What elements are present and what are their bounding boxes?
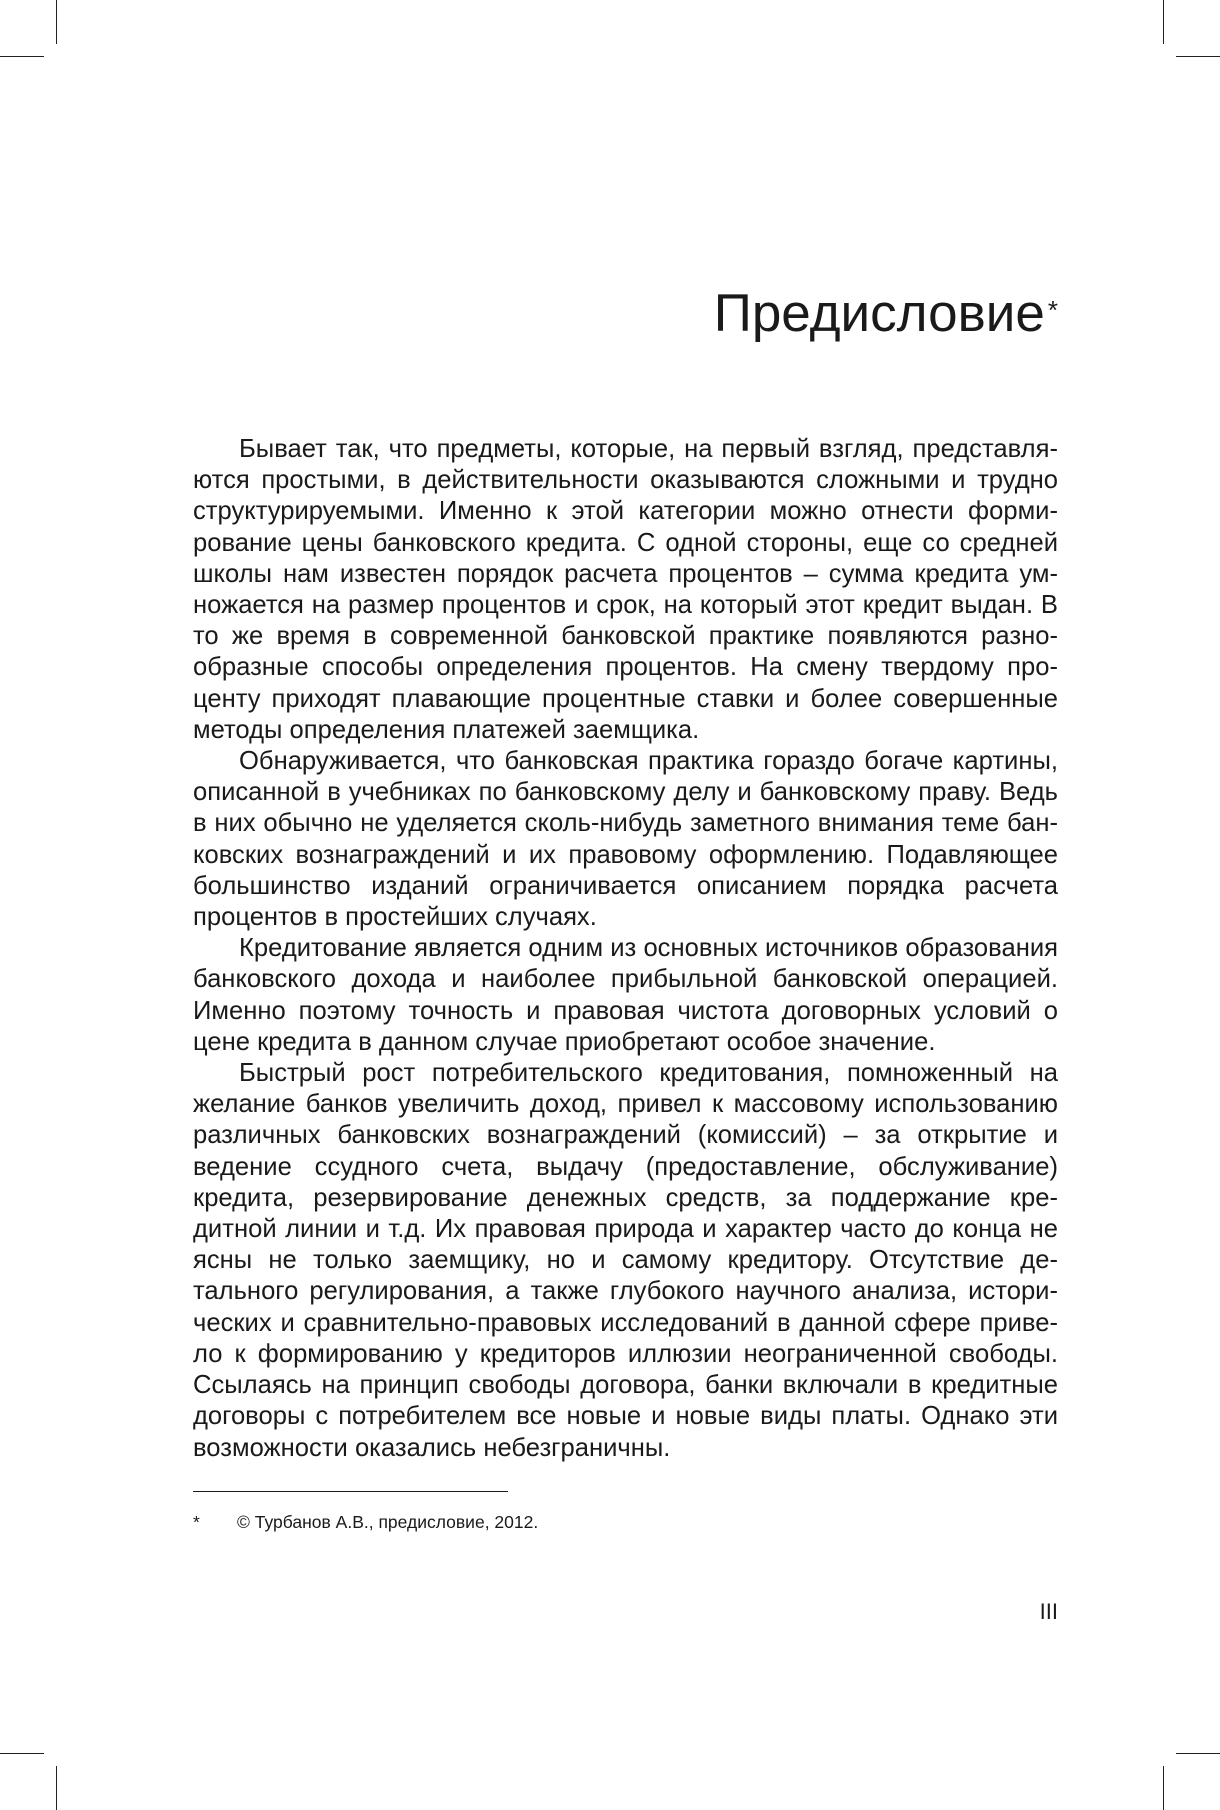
footnote-marker: * bbox=[193, 1512, 200, 1532]
footnote-divider bbox=[193, 1491, 508, 1492]
title-footnote-marker: * bbox=[1047, 295, 1058, 325]
footnote-text: © Турбанов А.В., предисловие, 2012. bbox=[237, 1512, 539, 1532]
crop-mark-top-right-horizontal bbox=[1176, 56, 1220, 57]
crop-mark-top-left-vertical bbox=[56, 0, 57, 44]
paragraph: Быстрый рост потребительского кредитования, помноженный на желание банков увеличить доход, привел к массовому использованию различных банковских вознаграждений (комиссий) – за открытие и ведение ссудного счета, выдачу (предоставление, обслуживание) кредита, резервирование денежных средств, за поддержание кредитной линии и т.д. Их правовая природа и характер часто до конца не ясны не только заемщику, но и самому кредитору. Отсутствие детального регулирования, а также глубокого научного анализа, исторических и сравнительно-правовых исследований в данной сфере привело к формированию у кредиторов иллюзии неограниченной свободы. Ссылаясь на принцип свободы договора, банки включали в кредитные договоры с потребителем все новые и новые виды платы. Однако эти возможности оказались небезграничны. bbox=[193, 1059, 1058, 1462]
paragraph: Кредитование является одним из основных источников образования банковского дохода и наиболее прибыльной банковской операцией. Именно поэтому точность и правовая чистота договорных условий о цене кредита в данном случае приобретают особое значение. bbox=[193, 934, 1058, 1056]
crop-mark-bottom-right-horizontal bbox=[1176, 1753, 1220, 1754]
crop-mark-top-left-horizontal bbox=[0, 56, 44, 57]
crop-mark-bottom-right-vertical bbox=[1163, 1766, 1164, 1810]
page-number: III bbox=[1039, 1599, 1058, 1624]
crop-mark-top-right-vertical bbox=[1163, 0, 1164, 44]
paragraph: Обнаруживается, что банковская практика гораздо богаче картины, описанной в учебниках по банковскому делу и банковскому праву. Ведь в них обычно не уделяется сколь-нибудь заметного внимания теме банковских вознаграждений и их правовому оформлению. Подавляющее большинство изданий ограничивается описанием порядка расчета процентов в простейших случаях. bbox=[193, 747, 1058, 932]
paragraph: Бывает так, что предметы, которые, на первый взгляд, представляются простыми, в действительности оказываются сложными и трудно структурируемыми. Именно к этой категории можно отнести формирование цены банковского кредита. С одной стороны, еще со средней школы нам известен порядок расчета процентов – сумма кредита умножается на размер процентов и срок, на который этот кредит выдан. В то же время в современной банковской практике появляются разнообразные способы определения процентов. На смену твердому проценту приходят плавающие процентные ставки и более совершенные методы определения платежей заемщика. bbox=[193, 435, 1058, 744]
crop-mark-bottom-left-vertical bbox=[56, 1766, 57, 1810]
footnote bbox=[193, 1510, 538, 1534]
crop-mark-bottom-left-horizontal bbox=[0, 1753, 44, 1754]
body-text bbox=[193, 434, 1058, 1464]
page-title-text: Предисловие bbox=[713, 284, 1045, 343]
page-title bbox=[714, 282, 1058, 346]
